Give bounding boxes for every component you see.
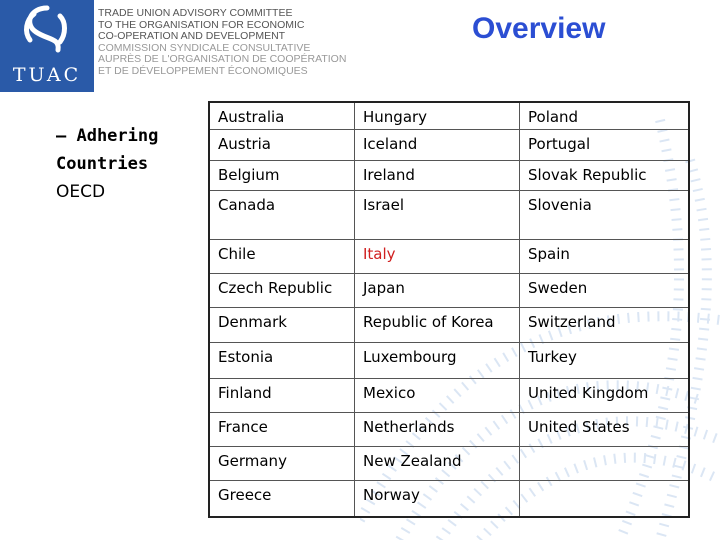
country-cell: Czech Republic xyxy=(209,273,355,307)
country-cell-empty xyxy=(520,480,690,517)
country-cell: Portugal xyxy=(520,129,690,160)
table-row xyxy=(209,160,689,190)
table-row xyxy=(209,412,689,446)
country-cell-empty xyxy=(520,446,690,480)
country-cell: Netherlands xyxy=(355,412,520,446)
org-name-line: AUPRÈS DE L'ORGANISATION DE COOPÉRATION xyxy=(98,53,347,65)
country-cell: Hungary xyxy=(355,102,520,129)
table-row xyxy=(209,273,689,307)
org-name-line: TRADE UNION ADVISORY COMMITTEE xyxy=(98,7,293,19)
country-cell: Switzerland xyxy=(520,307,690,342)
country-cell: Belgium xyxy=(209,160,355,190)
tuac-logo xyxy=(0,0,94,92)
country-cell: Spain xyxy=(520,239,690,273)
table-row xyxy=(209,446,689,480)
country-cell: Canada xyxy=(209,190,355,239)
country-cell: Israel xyxy=(355,190,520,239)
country-cell: Mexico xyxy=(355,378,520,412)
country-cell: Turkey xyxy=(520,342,690,378)
org-name-line: TO THE ORGANISATION FOR ECONOMIC xyxy=(98,18,305,31)
table-row xyxy=(209,129,689,160)
side-label xyxy=(56,122,158,206)
table-row xyxy=(209,378,689,412)
organization-names xyxy=(98,8,346,77)
country-cell: Germany xyxy=(209,446,355,480)
page-title: Overview xyxy=(472,12,606,45)
country-cell: Poland xyxy=(520,102,690,129)
country-cell: Greece xyxy=(209,480,355,517)
member-countries-table xyxy=(208,101,690,518)
country-cell: Slovak Republic xyxy=(520,160,690,190)
swirl-icon xyxy=(0,0,94,64)
org-name-line: COMMISSION SYNDICALE CONSULTATIVE xyxy=(98,41,311,54)
table-row xyxy=(209,102,689,129)
side-label-line: – Adhering xyxy=(56,126,159,146)
table-row xyxy=(209,190,689,239)
country-cell: Iceland xyxy=(355,129,520,160)
country-cell: Republic of Korea xyxy=(355,307,520,342)
org-name-line: CO-OPERATION AND DEVELOPMENT xyxy=(98,30,286,42)
country-cell: Denmark xyxy=(209,307,355,342)
country-cell: Estonia xyxy=(209,342,355,378)
country-cell: Australia xyxy=(209,102,355,129)
side-label-line: OECD xyxy=(56,182,106,202)
logo-text: TUAC xyxy=(12,64,82,86)
country-cell: Finland xyxy=(209,378,355,412)
table-row xyxy=(209,342,689,378)
country-cell: Sweden xyxy=(520,273,690,307)
country-cell: United Kingdom xyxy=(520,378,690,412)
country-cell: Ireland xyxy=(355,160,520,190)
country-cell: Slovenia xyxy=(520,190,690,239)
table-row xyxy=(209,480,689,517)
country-cell: Norway xyxy=(355,480,520,517)
country-cell: Luxembourg xyxy=(355,342,520,378)
country-cell: Chile xyxy=(209,239,355,273)
country-cell: Austria xyxy=(209,129,355,160)
table-row xyxy=(209,239,689,273)
country-cell-highlighted: Italy xyxy=(355,239,520,273)
country-cell: Japan xyxy=(355,273,520,307)
side-label-line: Countries xyxy=(56,154,149,174)
country-cell: France xyxy=(209,412,355,446)
country-cell: United States xyxy=(520,412,690,446)
table-row xyxy=(209,307,689,342)
country-cell: New Zealand xyxy=(355,446,520,480)
org-name-line: ET DE DÉVELOPPEMENT ÉCONOMIQUES xyxy=(98,64,308,77)
